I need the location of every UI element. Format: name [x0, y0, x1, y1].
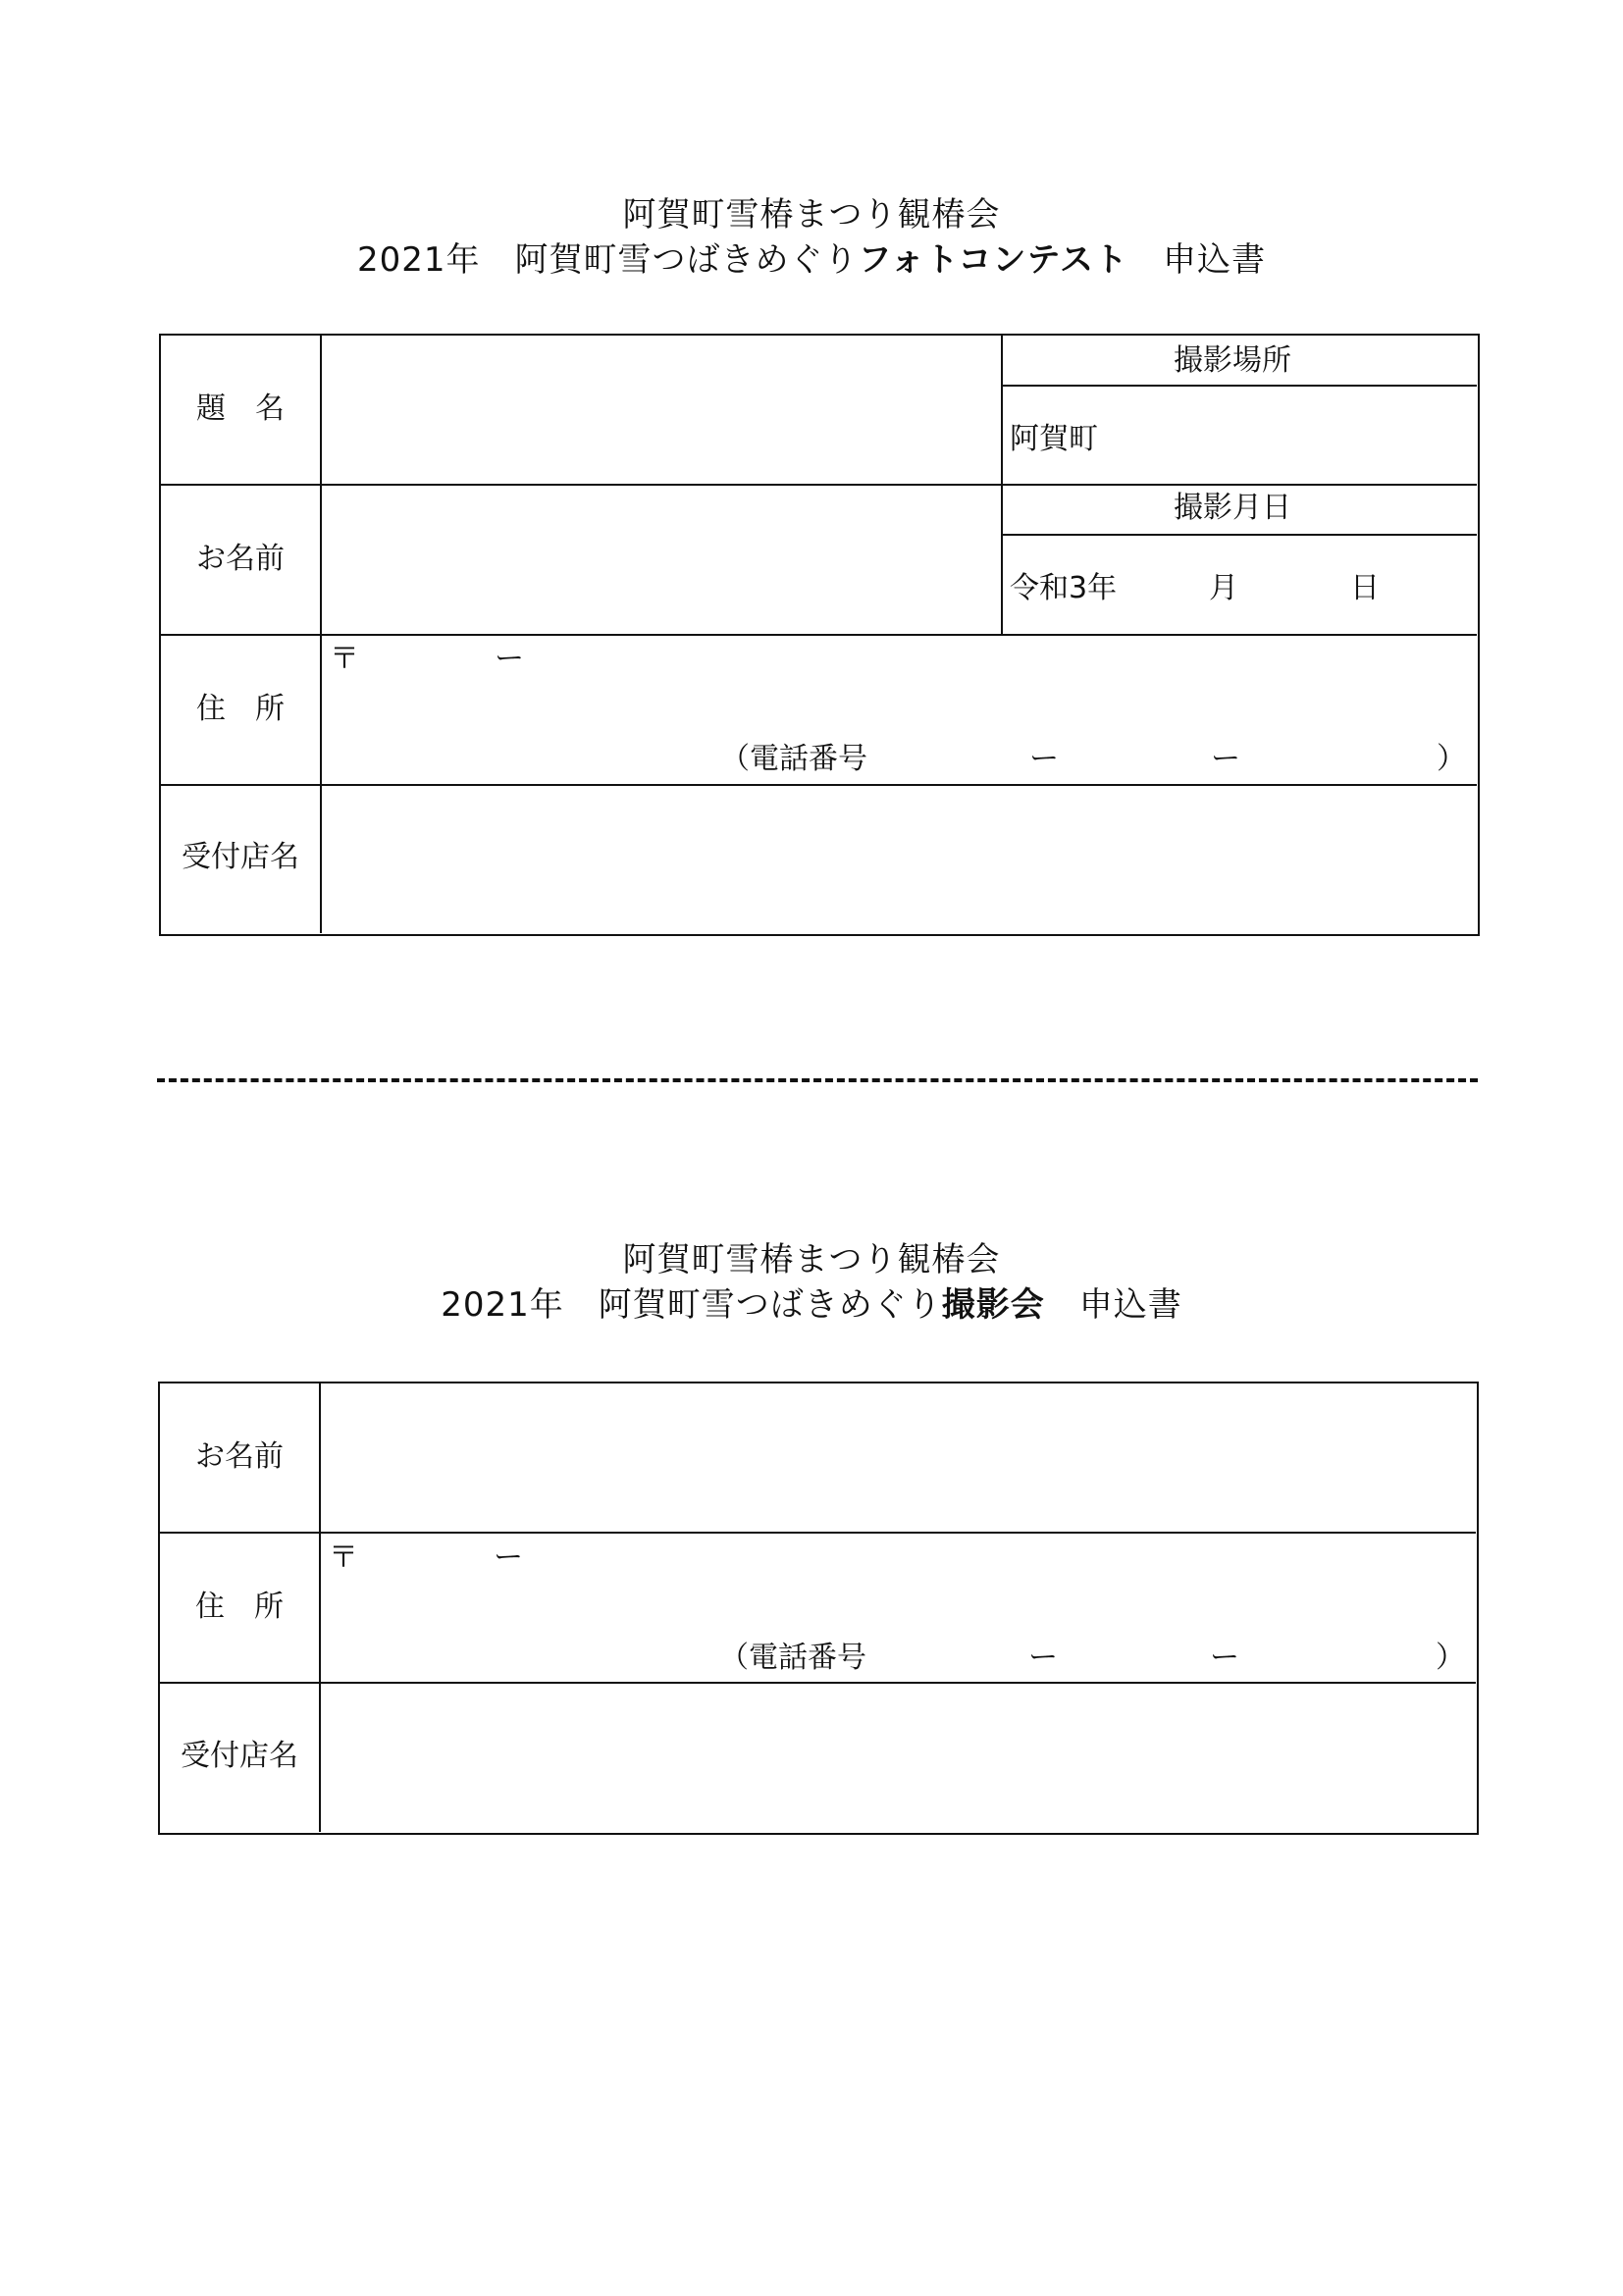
form1-location-value: 阿賀町	[1010, 422, 1098, 456]
form2-label-shop: 受付店名	[181, 1739, 298, 1773]
form1-title-field[interactable]	[323, 336, 1000, 483]
form1-organizer: 阿賀町雪椿まつり観椿会	[622, 195, 1001, 235]
form2-organizer: 阿賀町雪椿まつり観椿会	[622, 1240, 1001, 1279]
form1-right-divider	[1001, 336, 1003, 636]
form2-phone-close: ）	[1436, 1641, 1465, 1675]
form1-header	[0, 192, 1623, 283]
form1-phone-label: （電話番号	[720, 742, 867, 776]
form2-row-divider	[160, 1682, 1476, 1684]
form2-label-name: お名前	[195, 1439, 284, 1474]
form1-phone-close: ）	[1437, 742, 1466, 776]
form2-header	[0, 1237, 1623, 1328]
form2-title: 2021年 阿賀町雪つばきめぐり撮影会 申込書	[441, 1285, 1182, 1325]
form1-label-title: 題 名	[196, 391, 285, 426]
form2-shop-field[interactable]	[322, 1685, 1475, 1831]
form1-shop-field[interactable]	[323, 787, 1476, 932]
form2-phone-label: （電話番号	[719, 1641, 866, 1675]
form1-phone-dash-1: ー	[1029, 742, 1059, 776]
form1-table	[159, 334, 1480, 936]
form1-name-field[interactable]	[323, 486, 1000, 633]
form2-name-field[interactable]	[322, 1383, 1475, 1531]
form1-label-shop: 受付店名	[182, 840, 299, 874]
form1-label-location: 撮影場所	[1174, 343, 1291, 378]
form1-title: 2021年 阿賀町雪つばきめぐりフォトコンテスト 申込書	[356, 240, 1267, 280]
form1-phone-dash-2: ー	[1211, 742, 1240, 776]
form1-row-divider	[161, 634, 1477, 636]
form1-location-header-line	[1001, 385, 1477, 387]
form1-postal-dash: ー	[495, 642, 524, 676]
form1-location-field[interactable]	[1142, 389, 1476, 482]
form1-date-day: 日	[1350, 571, 1380, 605]
form2-label-address: 住 所	[195, 1590, 284, 1624]
form1-row-divider	[161, 784, 1477, 786]
form1-date-month: 月	[1209, 571, 1238, 605]
form2-postal-mark: 〒	[329, 1540, 358, 1575]
form2-label-divider	[319, 1383, 321, 1832]
form2-table	[158, 1382, 1479, 1835]
form1-date-era: 令和3年	[1010, 571, 1118, 605]
form1-date-header-line	[1001, 534, 1477, 536]
form2-phone-dash-2: ー	[1210, 1641, 1239, 1675]
form2-postal-dash: ー	[494, 1540, 523, 1575]
form2-phone-dash-1: ー	[1028, 1641, 1058, 1675]
form1-label-address: 住 所	[196, 692, 285, 726]
form1-label-name: お名前	[196, 542, 285, 576]
form1-postal-mark: 〒	[330, 642, 359, 676]
cut-line	[157, 1078, 1478, 1082]
form1-label-date: 撮影月日	[1174, 491, 1291, 525]
